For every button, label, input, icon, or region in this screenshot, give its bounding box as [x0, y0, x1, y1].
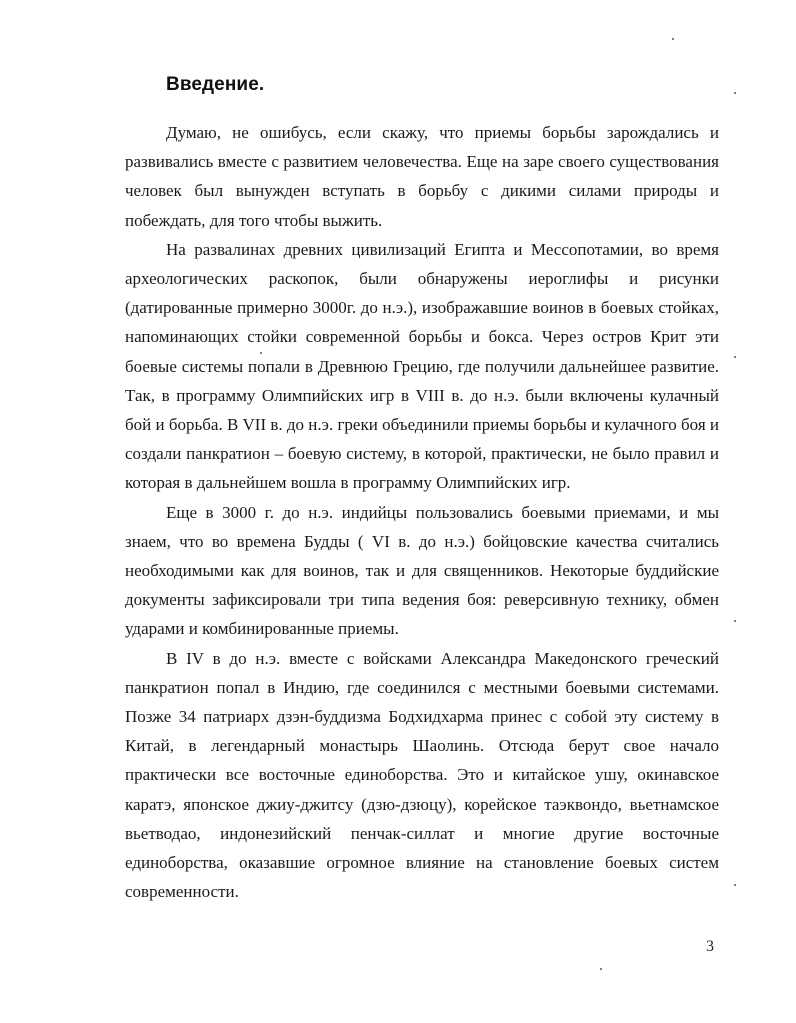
paragraph-3: Еще в 3000 г. до н.э. индийцы пользовались боевыми приемами, и мы знаем, что во времена Будды ( VI в. до н.э.) бойцовские качества считались необходимыми как для воинов, так и для священников. Некоторые буддийские документы зафиксировали три типа ведения боя: реверсивную технику, обмен ударами и комбинированные приемы.	[125, 502, 719, 639]
body-text	[125, 118, 719, 906]
scan-speck	[600, 968, 602, 970]
scan-speck	[734, 620, 736, 622]
scan-speck	[734, 884, 736, 886]
scan-speck	[260, 352, 262, 354]
page-number: 3	[706, 938, 714, 955]
scan-speck	[734, 92, 736, 94]
paragraph-1: Думаю, не ошибусь, если скажу, что приемы борьбы зарождались и развивались вместе с развитием человечества. Еще на заре своего существования человек был вынужден вступать в борьбу с дикими силами природы и побеждать, для того чтобы выжить.	[125, 123, 719, 230]
paragraph-4: В IV в до н.э. вместе с войсками Александра Македонского греческий панкратион попал в Индию, где соединился с местными боевыми системами. Позже 34 патриарх дзэн-буддизма Бодхидхарма принес с собой эту систему в Китай, в легендарный монастырь Шаолинь. Отсюда берут свое начало практически все восточные единоборства. Это и китайское ушу, окинавское каратэ, японское джиу-джитсу (дзю-дзюцу), корейское таэквондо, вьетнамское вьетводао, индонезийский пенчак-силлат и многие другие восточные единоборства, оказавшие огромное влияние на становление боевых систем современности.	[125, 648, 719, 902]
paragraph-2: На развалинах древних цивилизаций Египта и Мессопотамии, во время археологических раскопок, были обнаружены иероглифы и рисунки (датированные примерно 3000г. до н.э.), изображавшие воинов в боевых стойках, напоминающих стойки современной борьбы и бокса. Через остров Крит эти боевые системы попали в Древнюю Грецию, где получили дальнейшее развитие. Так, в программу Олимпийских игр в VIII в. до н.э. были включены кулачный бой и борьба. В VII в. до н.э. греки объединили приемы борьбы и кулачного боя и создали панкратион – боевую систему, в которой, практически, не было правил и которая в дальнейшем вошла в программу Олимпийских игр.	[125, 239, 719, 493]
scan-speck	[734, 356, 736, 358]
section-heading: Введение.	[166, 74, 265, 95]
scan-speck	[672, 38, 674, 40]
